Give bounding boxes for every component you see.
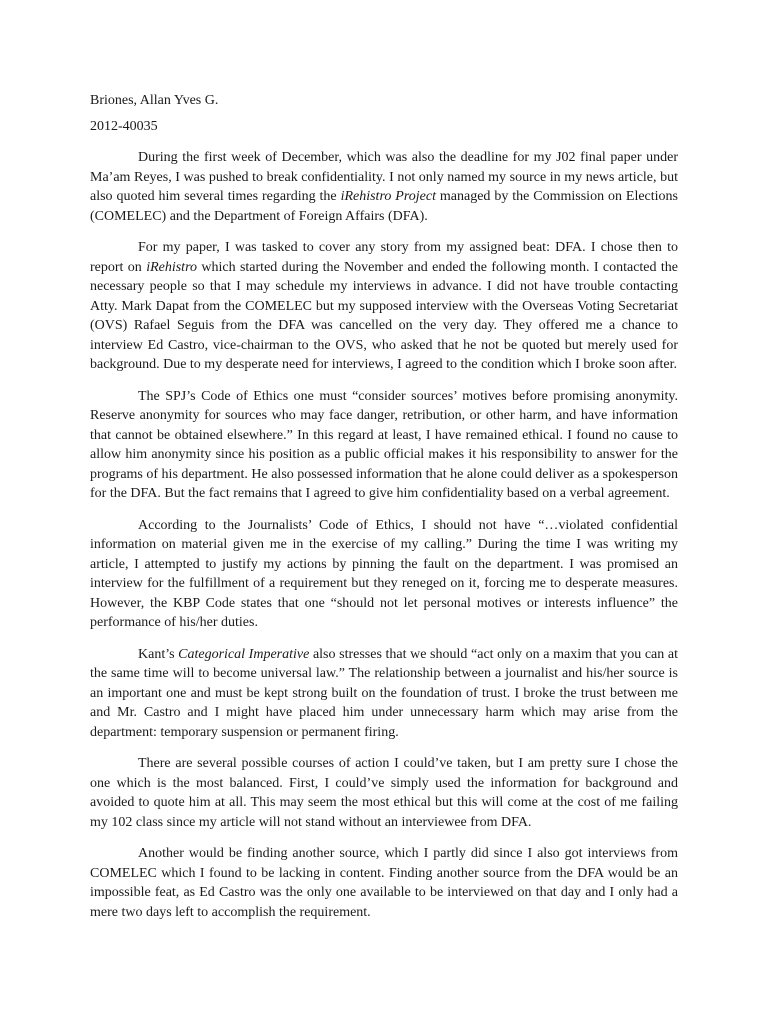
paragraph-1 — [90, 148, 678, 226]
paragraph-text: According to the Journalists’ Code of Ethics, I should not have “…violated confidential information on material given me in the exercise of my calling.” During the time I was writing my article, I attempted to justify my actions by pinning the fault on the department. I was promised an interview for the fulfillment of a requirement but they reneged on it, forcing me to desperate measures. However, the KBP Code states that one “should not let personal motives or interests influence” the performance of his/her duties. — [90, 517, 678, 630]
author-name: Briones, Allan Yves G. — [90, 93, 219, 108]
paragraph-6 — [90, 754, 678, 832]
student-id: 2012-40035 — [90, 118, 158, 134]
paragraph-text: The SPJ’s Code of Ethics one must “consider sources’ motives before promising anonymity. Reserve anonymity for sources who may face danger, retribution, or other harm, and have information that cannot be obtained elsewhere.” In this regard at least, I have remained ethical. I found no cause to allow him anonymity since his position as a public official makes it his responsibility to answer for the programs of his department. He also possessed information that he alone could deliver as a spokesperson for the DFA. But the fact remains that I agreed to give him confidentiality based on a verbal agreement. — [90, 388, 678, 501]
paragraph-text: There are several possible courses of action I could’ve taken, but I am pretty sure I chose the one which is the most balanced. First, I could’ve simply used the information for background and avoided to quote him at all. This may seem the most ethical but this will come at the cost of me failing my 102 class since my article will not stand without an interviewee from DFA. — [90, 756, 678, 830]
paragraph-text: Another would be finding another source, which I partly did since I also got interviews from COMELEC which I found to be lacking in content. Finding another source from the DFA would be an impossible feat, as Ed Castro was the only one available to be interviewed on that day and I only had a mere two days left to accomplish the requirement. — [90, 846, 678, 920]
paragraph-4 — [90, 516, 678, 633]
emphasized-text: iRehistro Project — [340, 189, 436, 204]
paragraph-text: For my paper, I was tasked to cover any story from my assigned beat: DFA. I chose then to report on — [90, 240, 678, 275]
paragraph-2 — [90, 238, 678, 375]
paragraph-text: which started during the November and ended the following month. I contacted the necessary people so that I may schedule my interviews in advance. I did not have trouble contacting Atty. Mark Dapat from the COMELEC but my supposed interview with the Overseas Voting Secretariat (OVS) Rafael Seguis from the DFA was cancelled on the very day. They offered me a chance to interview Ed Castro, vice-chairman to the OVS, who asked that he not be quoted but merely used for background. Due to my desperate need for interviews, I agreed to the condition which I broke soon after. — [90, 259, 678, 372]
paragraph-text: managed by the Commission on Elections (COMELEC) and the Department of Foreign Affairs (DFA). — [90, 189, 678, 224]
paragraph-text: also stresses that we should “act only on a maxim that you can at the same time will to become universal law.” The relationship between a journalist and his/her source is an important one and must be kept strong built on the foundation of trust. I broke the trust between me and Mr. Castro and I might have placed him under unnecessary harm which may arise from the department: temporary suspension or permanent firing. — [90, 646, 678, 740]
paragraph-7 — [90, 844, 678, 922]
paragraph-5 — [90, 645, 678, 743]
paragraph-3 — [90, 387, 678, 504]
paragraph-text: During the first week of December, which was also the deadline for my J02 final paper under Ma’am Reyes, I was pushed to break confidentiality. I not only named my source in my news article, but also quoted him several times regarding the — [90, 150, 678, 204]
paragraph-text: Kant’s — [138, 646, 179, 662]
emphasized-text: Categorical Imperative — [178, 646, 310, 662]
emphasized-text: iRehistro — [146, 259, 197, 275]
